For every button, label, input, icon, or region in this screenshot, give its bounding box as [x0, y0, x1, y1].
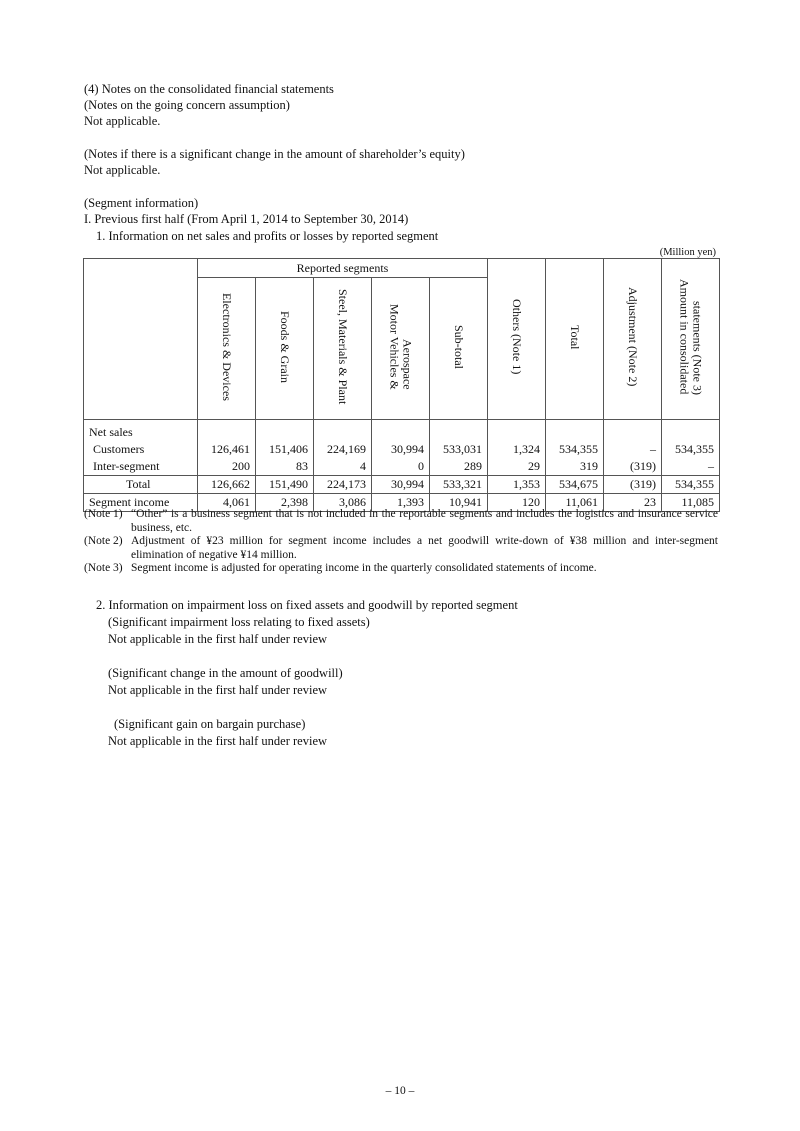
table-notes — [84, 508, 718, 576]
going-concern-value: Not applicable. — [84, 114, 161, 128]
equity-value: Not applicable. — [84, 163, 161, 177]
corner-cell — [84, 259, 198, 420]
section2-title: 2. Information on impairment loss on fixed assets and goodwill by reported segment — [96, 598, 518, 612]
section2-item1-value: Not applicable in the first half under review — [108, 632, 328, 646]
row-label: Net sales — [84, 420, 198, 442]
section-heading: (4) Notes on the consolidated financial statements — [84, 82, 334, 96]
row-label: Inter-segment — [84, 458, 198, 476]
note-2: (Note 2) Adjustment of ¥23 million for segment income includes a net goodwill write-down of ¥38 million and inter-segment elimination of negative ¥14 million. — [84, 535, 718, 561]
col-header-consolidated: Amount in consolidatedstatements (Note 3) — [662, 259, 720, 420]
sub1-title: 1. Information on net sales and profits or losses by reported segment — [96, 229, 439, 243]
page-number: – 10 – — [385, 1085, 415, 1097]
unit-label: (Million yen) — [659, 247, 716, 258]
table-row-segment-income: Segment income 4,061 2,398 3,086 1,393 10,941 120 11,061 23 11,085 — [84, 494, 720, 512]
col-header-others: Others (Note 1) — [488, 259, 546, 420]
row-label: Segment income — [84, 494, 198, 512]
segment-title: (Segment information) — [84, 196, 199, 210]
note-1: (Note 1) “Other” is a business segment that is not included in the reportable segments and includes the logistics and insurance service business, etc. — [84, 508, 718, 534]
table-row — [84, 420, 720, 442]
section2-item1-title: (Significant impairment loss relating to fixed assets) — [108, 615, 370, 629]
col-header-subtotal: Sub-total — [430, 278, 488, 420]
section2-item3-title: (Significant gain on bargain purchase) — [114, 717, 306, 731]
col-header-adjustment: Adjustment (Note 2) — [604, 259, 662, 420]
equity-title: (Notes if there is a significant change in the amount of shareholder’s equity) — [84, 147, 465, 161]
col-header-electronics: Electronics & Devices — [198, 278, 256, 420]
segment-table — [83, 258, 720, 512]
table-row-total: Total 126,662 151,490 224,173 30,994 533,321 1,353 534,675 (319) 534,355 — [84, 476, 720, 494]
row-label: Customers — [84, 441, 198, 458]
table-row: Customers 126,461 151,406 224,169 30,994 533,031 1,324 534,355 – 534,355 — [84, 441, 720, 458]
period-title: I. Previous first half (From April 1, 2014 to September 30, 2014) — [84, 212, 409, 226]
col-header-steel: Steel, Materials & Plant — [314, 278, 372, 420]
col-header-motor: Motor Vehicles &Aerospace — [372, 278, 430, 420]
section2-item2-title: (Significant change in the amount of goodwill) — [108, 666, 343, 680]
section2-item2-value: Not applicable in the first half under review — [108, 683, 328, 697]
reported-segments-header: Reported segments — [198, 259, 488, 278]
table-row: Inter-segment 200 83 4 0 289 29 319 (319) – — [84, 458, 720, 476]
row-label: Total — [84, 476, 198, 494]
section2-item3-value: Not applicable in the first half under review — [108, 734, 328, 748]
going-concern-title: (Notes on the going concern assumption) — [84, 98, 290, 112]
col-header-total: Total — [546, 259, 604, 420]
col-header-foods: Foods & Grain — [256, 278, 314, 420]
note-3: (Note 3) Segment income is adjusted for operating income in the quarterly consolidated statements of income. — [84, 562, 597, 574]
